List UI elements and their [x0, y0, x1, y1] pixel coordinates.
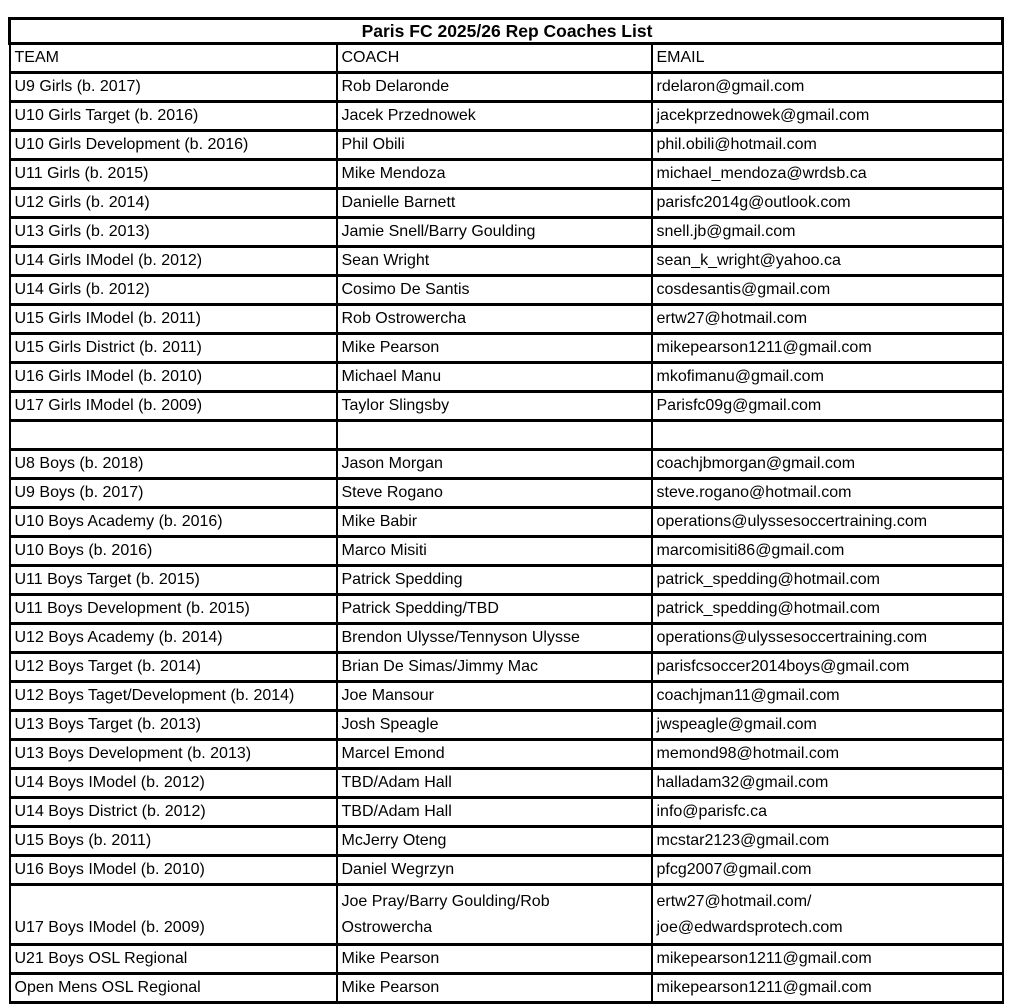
- team-cell: U11 Girls (b. 2015): [10, 160, 337, 189]
- email-cell: sean_k_wright@yahoo.ca: [652, 247, 1003, 276]
- team-cell: U12 Girls (b. 2014): [10, 189, 337, 218]
- table-row: [10, 682, 1003, 711]
- coach-cell: Jacek Przednowek: [337, 102, 652, 131]
- email-cell: jwspeagle@gmail.com: [652, 711, 1003, 740]
- team-cell: U10 Boys Academy (b. 2016): [10, 508, 337, 537]
- coach-cell: Sean Wright: [337, 247, 652, 276]
- team-cell: U15 Girls IModel (b. 2011): [10, 305, 337, 334]
- team-cell: [10, 421, 337, 450]
- email-cell: operations@ulyssesoccertraining.com: [652, 508, 1003, 537]
- table-row: [10, 769, 1003, 798]
- team-cell: U17 Girls IModel (b. 2009): [10, 392, 337, 421]
- table-row: [10, 363, 1003, 392]
- email-cell: parisfc2014g@outlook.com: [652, 189, 1003, 218]
- team-cell: U10 Boys (b. 2016): [10, 537, 337, 566]
- team-cell: U13 Girls (b. 2013): [10, 218, 337, 247]
- title-row: [10, 19, 1003, 44]
- team-cell: U15 Girls District (b. 2011): [10, 334, 337, 363]
- coach-cell: TBD/Adam Hall: [337, 798, 652, 827]
- coach-cell: Cosimo De Santis: [337, 276, 652, 305]
- team-cell: U14 Boys IModel (b. 2012): [10, 769, 337, 798]
- table-row: [10, 73, 1003, 102]
- email-cell: halladam32@gmail.com: [652, 769, 1003, 798]
- email-cell: coachjman11@gmail.com: [652, 682, 1003, 711]
- table-row: [10, 653, 1003, 682]
- coach-cell: Taylor Slingsby: [337, 392, 652, 421]
- coach-cell: Mike Mendoza: [337, 160, 652, 189]
- email-cell: mikepearson1211@gmail.com: [652, 974, 1003, 1003]
- table-row: [10, 450, 1003, 479]
- coach-cell: [337, 421, 652, 450]
- email-cell: pfcg2007@gmail.com: [652, 856, 1003, 885]
- team-cell: U10 Girls Target (b. 2016): [10, 102, 337, 131]
- team-cell: U12 Boys Academy (b. 2014): [10, 624, 337, 653]
- table-row: [10, 102, 1003, 131]
- email-cell: ertw27@hotmail.com/ joe@edwardsprotech.com: [652, 885, 1003, 945]
- email-cell: coachjbmorgan@gmail.com: [652, 450, 1003, 479]
- coach-cell: Patrick Spedding: [337, 566, 652, 595]
- email-cell: patrick_spedding@hotmail.com: [652, 595, 1003, 624]
- email-cell: steve.rogano@hotmail.com: [652, 479, 1003, 508]
- table-row: [10, 421, 1003, 450]
- team-cell: U9 Boys (b. 2017): [10, 479, 337, 508]
- table-row: [10, 885, 1003, 945]
- email-cell: phil.obili@hotmail.com: [652, 131, 1003, 160]
- team-cell: Open Mens OSL Regional: [10, 974, 337, 1003]
- coach-cell: TBD/Adam Hall: [337, 769, 652, 798]
- table-body: [10, 73, 1003, 1003]
- table-row: [10, 479, 1003, 508]
- email-cell: [652, 421, 1003, 450]
- team-cell: U11 Boys Development (b. 2015): [10, 595, 337, 624]
- coach-cell: Josh Speagle: [337, 711, 652, 740]
- team-cell: U14 Girls (b. 2012): [10, 276, 337, 305]
- coaches-table: [8, 17, 1004, 1004]
- email-cell: parisfcsoccer2014boys@gmail.com: [652, 653, 1003, 682]
- team-cell: U11 Boys Target (b. 2015): [10, 566, 337, 595]
- coach-cell: Steve Rogano: [337, 479, 652, 508]
- email-cell: rdelaron@gmail.com: [652, 73, 1003, 102]
- email-cell: mcstar2123@gmail.com: [652, 827, 1003, 856]
- coach-cell: Phil Obili: [337, 131, 652, 160]
- email-cell: operations@ulyssesoccertraining.com: [652, 624, 1003, 653]
- table-row: [10, 160, 1003, 189]
- table-row: [10, 595, 1003, 624]
- team-cell: U12 Boys Target (b. 2014): [10, 653, 337, 682]
- table-row: [10, 856, 1003, 885]
- coach-cell: Marcel Emond: [337, 740, 652, 769]
- table-row: [10, 798, 1003, 827]
- table-row: [10, 131, 1003, 160]
- table-row: [10, 537, 1003, 566]
- coach-cell: Brendon Ulysse/Tennyson Ulysse: [337, 624, 652, 653]
- table-row: [10, 827, 1003, 856]
- coach-cell: Jason Morgan: [337, 450, 652, 479]
- table-row: [10, 711, 1003, 740]
- team-cell: U10 Girls Development (b. 2016): [10, 131, 337, 160]
- page-title: Paris FC 2025/26 Rep Coaches List: [10, 19, 1003, 44]
- coach-cell: Rob Ostrowercha: [337, 305, 652, 334]
- coach-cell: Joe Mansour: [337, 682, 652, 711]
- email-cell: memond98@hotmail.com: [652, 740, 1003, 769]
- coach-cell: Danielle Barnett: [337, 189, 652, 218]
- email-cell: mikepearson1211@gmail.com: [652, 945, 1003, 974]
- table-row: [10, 189, 1003, 218]
- column-header-row: [10, 44, 1003, 73]
- team-cell: U13 Boys Target (b. 2013): [10, 711, 337, 740]
- team-cell: U15 Boys (b. 2011): [10, 827, 337, 856]
- email-cell: marcomisiti86@gmail.com: [652, 537, 1003, 566]
- email-cell: mikepearson1211@gmail.com: [652, 334, 1003, 363]
- team-cell: U8 Boys (b. 2018): [10, 450, 337, 479]
- coach-cell: Mike Pearson: [337, 334, 652, 363]
- table-row: [10, 974, 1003, 1003]
- coach-cell: Joe Pray/Barry Goulding/Rob Ostrowercha: [337, 885, 652, 945]
- coach-cell: Daniel Wegrzyn: [337, 856, 652, 885]
- email-cell: ertw27@hotmail.com: [652, 305, 1003, 334]
- table-row: [10, 740, 1003, 769]
- coach-cell: McJerry Oteng: [337, 827, 652, 856]
- table-row: [10, 218, 1003, 247]
- coach-cell: Michael Manu: [337, 363, 652, 392]
- table-row: [10, 334, 1003, 363]
- coach-cell: Mike Pearson: [337, 945, 652, 974]
- email-cell: info@parisfc.ca: [652, 798, 1003, 827]
- team-cell: U21 Boys OSL Regional: [10, 945, 337, 974]
- email-cell: patrick_spedding@hotmail.com: [652, 566, 1003, 595]
- coach-cell: Jamie Snell/Barry Goulding: [337, 218, 652, 247]
- email-cell: mkofimanu@gmail.com: [652, 363, 1003, 392]
- column-header-team: TEAM: [10, 44, 337, 73]
- table-row: [10, 305, 1003, 334]
- team-cell: U16 Girls IModel (b. 2010): [10, 363, 337, 392]
- email-cell: michael_mendoza@wrdsb.ca: [652, 160, 1003, 189]
- coach-cell: Marco Misiti: [337, 537, 652, 566]
- team-cell: U16 Boys IModel (b. 2010): [10, 856, 337, 885]
- table-row: [10, 945, 1003, 974]
- email-cell: Parisfc09g@gmail.com: [652, 392, 1003, 421]
- coach-cell: Patrick Spedding/TBD: [337, 595, 652, 624]
- team-cell: U14 Boys District (b. 2012): [10, 798, 337, 827]
- table-row: [10, 566, 1003, 595]
- coach-cell: Brian De Simas/Jimmy Mac: [337, 653, 652, 682]
- coach-cell: Mike Pearson: [337, 974, 652, 1003]
- coach-cell: Mike Babir: [337, 508, 652, 537]
- table-row: [10, 508, 1003, 537]
- table-row: [10, 624, 1003, 653]
- email-cell: jacekprzednowek@gmail.com: [652, 102, 1003, 131]
- team-cell: U17 Boys IModel (b. 2009): [10, 885, 337, 945]
- team-cell: U12 Boys Taget/Development (b. 2014): [10, 682, 337, 711]
- table-row: [10, 247, 1003, 276]
- email-cell: cosdesantis@gmail.com: [652, 276, 1003, 305]
- team-cell: U13 Boys Development (b. 2013): [10, 740, 337, 769]
- coach-cell: Rob Delaronde: [337, 73, 652, 102]
- table-row: [10, 276, 1003, 305]
- column-header-coach: COACH: [337, 44, 652, 73]
- column-header-email: EMAIL: [652, 44, 1003, 73]
- table-row: [10, 392, 1003, 421]
- email-cell: snell.jb@gmail.com: [652, 218, 1003, 247]
- team-cell: U9 Girls (b. 2017): [10, 73, 337, 102]
- team-cell: U14 Girls IModel (b. 2012): [10, 247, 337, 276]
